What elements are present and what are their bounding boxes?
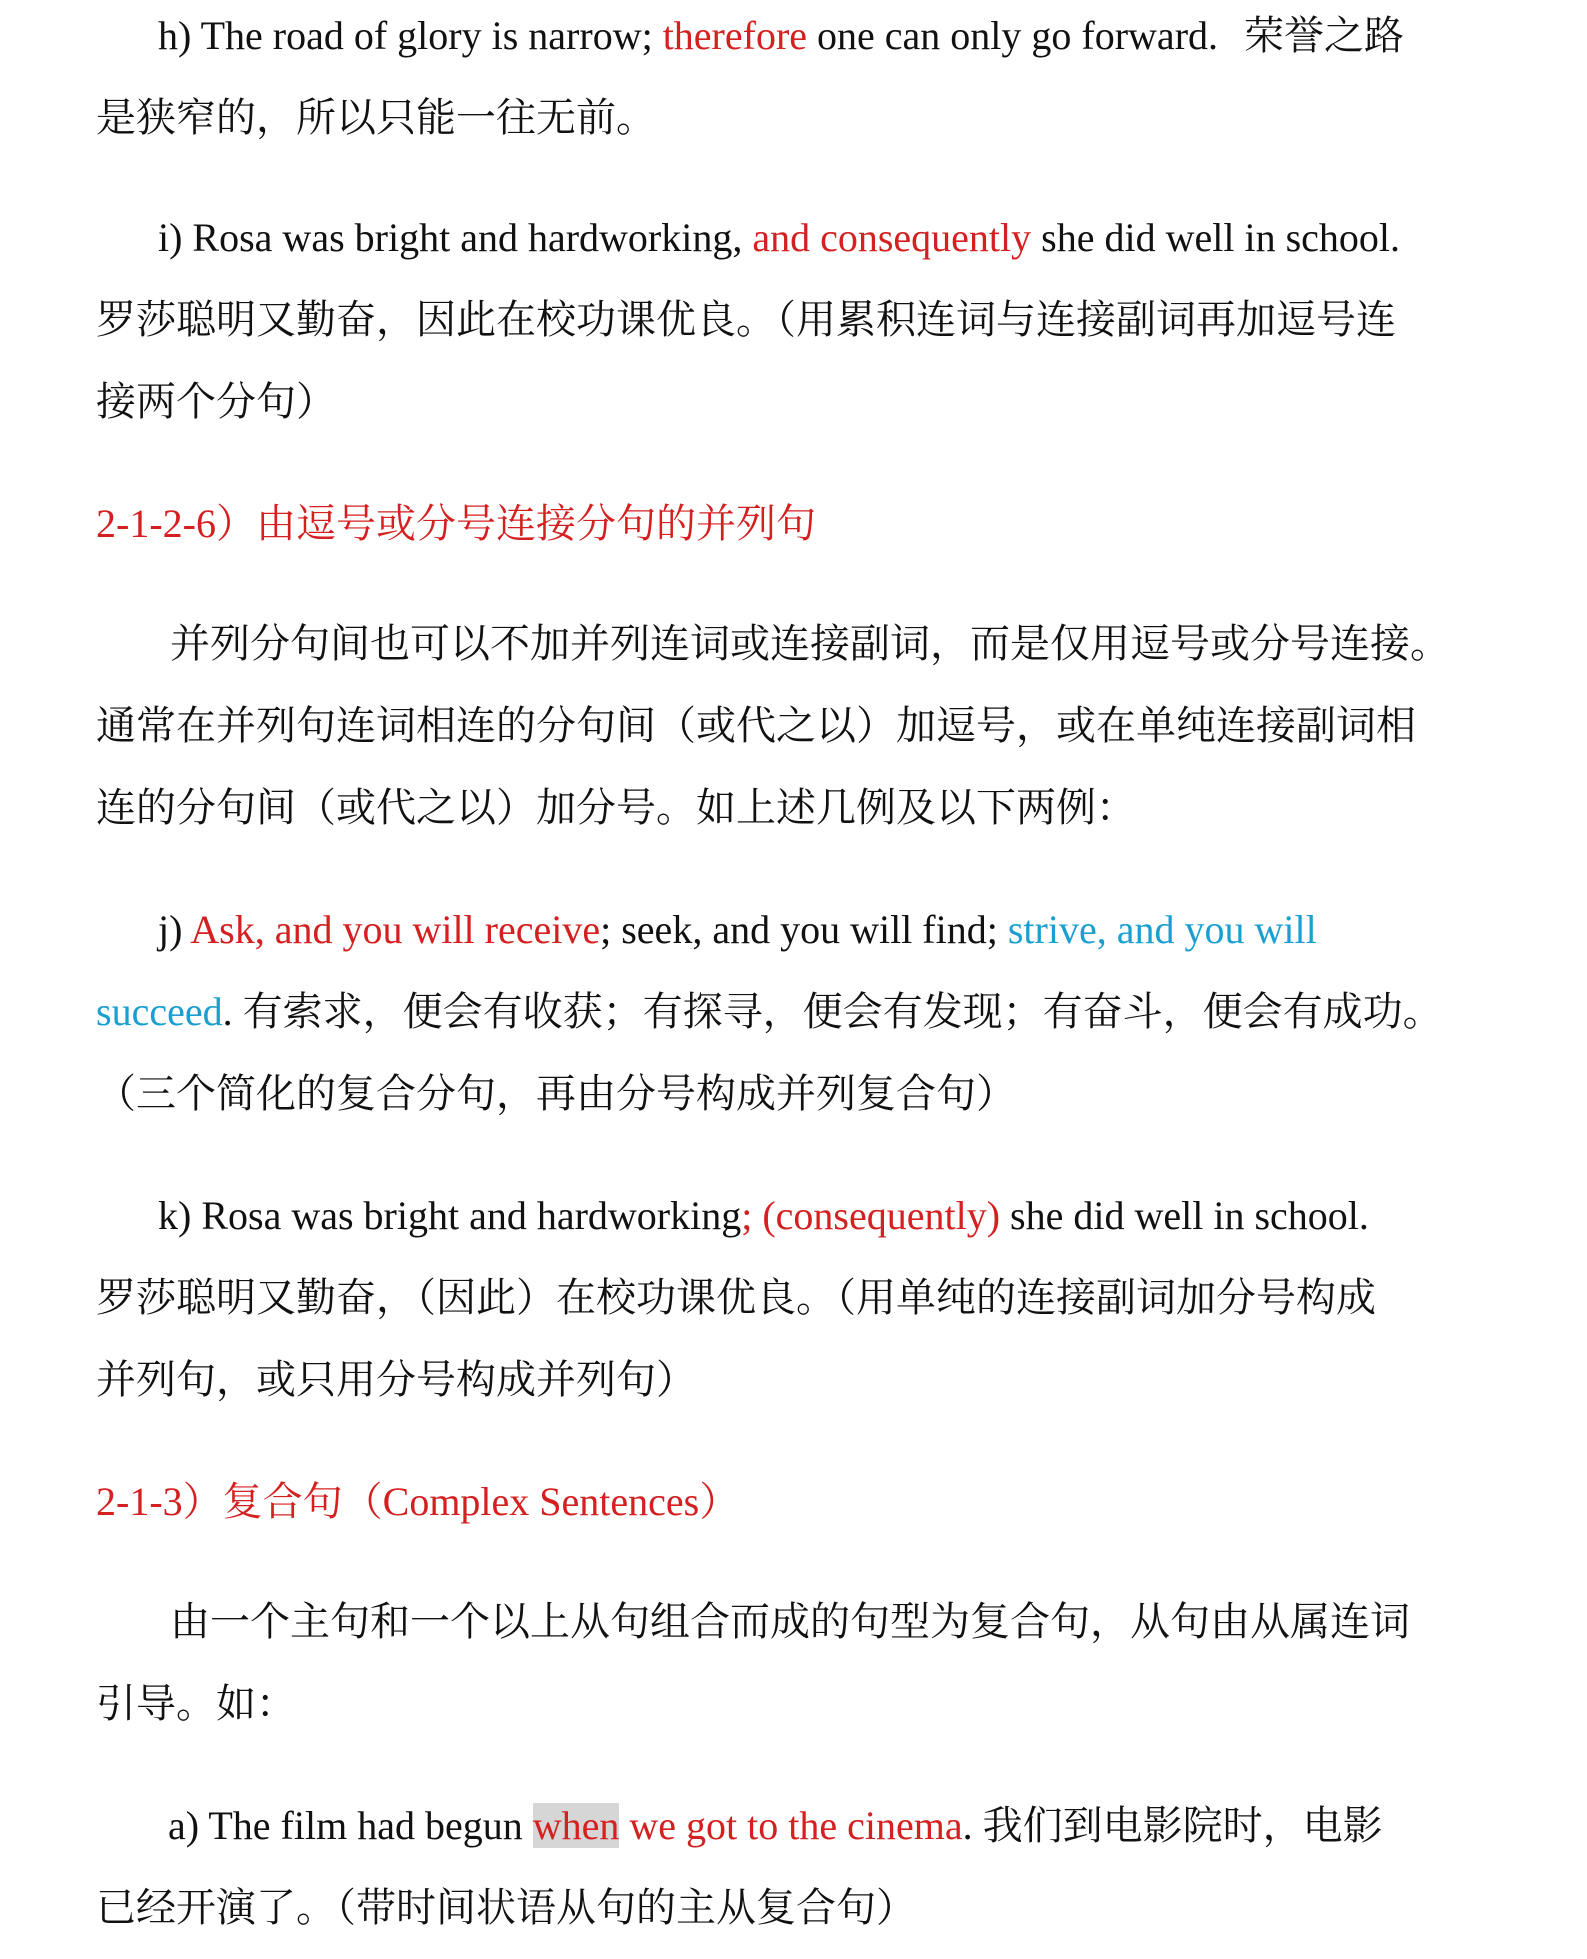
example-i-line3: 接两个分句） (96, 379, 336, 424)
example-k-conjunction: ; (consequently) (741, 1193, 1001, 1238)
example-h-line1 (158, 12, 1404, 60)
example-j-label: j) (158, 907, 191, 952)
example-a-chinese: . 我们到电影院时，电影 (962, 1803, 1383, 1848)
example-j-middle: ; seek, and you will find; (600, 907, 1008, 952)
example-a-highlighted-conjunction: when (532, 1803, 620, 1848)
example-h-chinese: 荣誉之路 (1244, 13, 1405, 58)
example-j-line3: （三个简化的复合分句，再由分号构成并列复合句） (96, 1071, 1016, 1116)
example-j-chinese: . 有索求，便会有收获；有探寻，便会有发现；有奋斗，便会有成功。 (222, 989, 1443, 1034)
example-k-text: k) Rosa was bright and hardworking (158, 1193, 742, 1238)
example-h-text: h) The road of glory is narrow; (158, 13, 663, 58)
paragraph-2-1-3-line1: 由一个主句和一个以上从句组合而成的句型为复合句，从句由从属连词 (170, 1599, 1410, 1644)
example-h-conjunction: therefore (662, 13, 808, 58)
example-k-line2: 罗莎聪明又勤奋，（因此）在校功课优良。（用单纯的连接副词加分号构成 (96, 1275, 1376, 1320)
example-a-line1 (168, 1802, 1383, 1850)
example-i-conjunction: and consequently (752, 215, 1032, 260)
example-h-text-end: one can only go forward. (807, 13, 1219, 58)
example-k-line3: 并列句，或只用分号构成并列句） (96, 1357, 696, 1402)
example-j-line1 (158, 906, 1317, 954)
example-a-text: a) The film had begun (168, 1803, 533, 1848)
example-j-blue-clause-end: succeed (96, 989, 223, 1034)
example-j-red-clause: Ask, and you will receive (190, 907, 601, 952)
example-i-line1 (158, 214, 1400, 262)
paragraph-2-1-2-6-line3: 连的分句间（或代之以）加分号。如上述几例及以下两例： (96, 785, 1136, 830)
example-a-line2: 已经开演了。（带时间状语从句的主从复合句） (96, 1885, 916, 1930)
example-j-line2 (96, 988, 1443, 1036)
section-heading-2-1-2-6: 2-1-2-6）由逗号或分号连接分句的并列句 (96, 501, 816, 546)
example-i-line2: 罗莎聪明又勤奋，因此在校功课优良。（用累积连词与连接副词再加逗号连 (96, 297, 1396, 342)
example-a-red-clause: we got to the cinema (619, 1803, 963, 1848)
example-j-blue-clause: strive, and you will (1007, 907, 1317, 952)
example-k-line1 (158, 1192, 1369, 1240)
paragraph-2-1-2-6-line2: 通常在并列句连词相连的分句间（或代之以）加逗号，或在单纯连接副词相 (96, 703, 1416, 748)
example-i-text-end: she did well in school. (1031, 215, 1401, 260)
paragraph-2-1-2-6-line1: 并列分句间也可以不加并列连词或连接副词，而是仅用逗号或分号连接。 (170, 621, 1450, 666)
example-i-text: i) Rosa was bright and hardworking, (158, 215, 753, 260)
section-heading-2-1-3: 2-1-3）复合句（Complex Sentences） (96, 1479, 740, 1524)
paragraph-2-1-3-line2: 引导。如： (96, 1681, 296, 1726)
example-h-line2: 是狭窄的，所以只能一往无前。 (96, 95, 656, 140)
example-k-text-end: she did well in school. (1000, 1193, 1369, 1238)
